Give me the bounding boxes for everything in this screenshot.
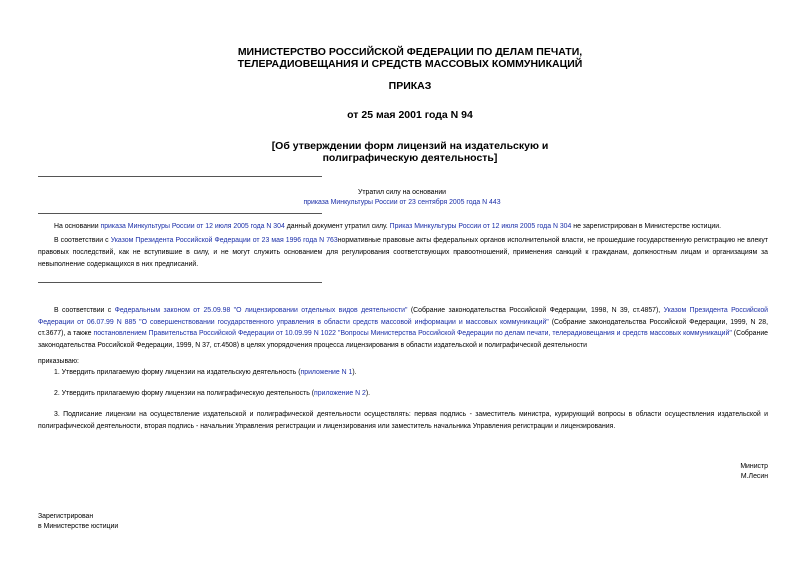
signature-position: Министр xyxy=(740,463,768,470)
decree-763-link[interactable]: Указом Президента Российской Федерации от 23 мая 1996 года N 763 xyxy=(110,237,338,244)
note-decree: В соответствии с Указом Президента Российской Федерации от 23 мая 1996 года N 763нормативные правовые акты федеральных органов исполнительной власти, не прошедшие государственную регистрацию не влекут правовых последствий, как не вступившие в силу, и не могут служить основанием для регулирования соответствующих правоотношений, применения санкций к гражданам, должностным лицам и организациям за невыполнение содержащихся в них предписаний. xyxy=(38,237,769,268)
appendix-2-link[interactable]: приложение N 2 xyxy=(314,390,366,397)
status-block xyxy=(260,188,544,208)
registration-line-2: в Министерстве юстиции xyxy=(38,523,119,530)
item-2: 2. Утвердить прилагаемую форму лицензии на полиграфическую деятельность (приложение N 2). xyxy=(54,390,371,397)
order-304-link-2[interactable]: Приказ Минкультуры России от 12 июля 2005 года N 304 xyxy=(389,223,572,230)
item-1: 1. Утвердить прилагаемую форму лицензии на издательскую деятельность (приложение N 1). xyxy=(54,369,357,376)
divider xyxy=(38,282,322,283)
ministry-line-2: ТЕЛЕРАДИОВЕЩАНИЯ И СРЕДСТВ МАССОВЫХ КОММУНИКАЦИЙ xyxy=(237,58,583,70)
divider xyxy=(38,213,322,214)
preamble-paragraph: В соответствии с Федеральным законом от 25.09.98 "О лицензировании отдельных видов деятельности" (Собрание законодательства Российской Федерации, 1998, N 39, ст.4857), Указом Президента Российской Федерации от 06.07.99 N 885 "О совершенствовании государственного управления в области средств массовой информации и массовых коммуникаций" (Собрание законодательства Российской Федерации, 1999, N 28, ст.3677), а также постановлением Правительства Российской Федерации от 10.09.99 N 1022 "Вопросы Министерства Российской Федерации по делам печати, телерадиовещания и средств массовых коммуникаций" (Собрание законодательства Российской Федерации, 1999, N 37, ст.4508) в целях упорядочения процесса лицензирования в области издательской и полиграфической деятельности xyxy=(38,307,769,349)
signature-name: М.Лесин xyxy=(740,473,768,480)
signature-block xyxy=(700,462,768,482)
order-word: приказываю: xyxy=(38,358,79,365)
doc-date-number: от 25 мая 2001 года N 94 xyxy=(347,109,473,121)
ministry-name xyxy=(120,46,700,70)
divider xyxy=(38,176,322,177)
order-304-link[interactable]: приказа Минкультуры России от 12 июля 2005 года N 304 xyxy=(100,223,285,230)
government-resolution-1022-link[interactable]: постановлением Правительства Российской Федерации от 10.09.99 N 1022 "Вопросы Министерства Российской Федерации по делам печати, телерадиовещания и средств массовых коммуникаций" xyxy=(93,330,732,337)
status-line: Утратил силу на основании xyxy=(357,189,447,196)
appendix-1-link[interactable]: приложение N 1 xyxy=(300,369,353,376)
doc-title-line-1: [Об утверждении форм лицензий на издательскую и xyxy=(271,140,549,152)
doc-title-line-2: полиграфическую деятельность] xyxy=(322,152,498,164)
registration-line-1: Зарегистрирован xyxy=(38,513,94,520)
item-3: 3. Подписание лицензии на осуществление издательской и полиграфической деятельности осуществлять: первая подпись - заместитель министра, курирующий вопросы в области осуществления издательской и полиграфической деятельности, вторая подпись - начальник Управления регистрации и лицензирования или заместитель начальника Управления регистрации и лицензирования. xyxy=(38,411,768,430)
doc-title xyxy=(120,140,700,164)
registration-block xyxy=(38,512,238,532)
federal-law-link[interactable]: Федеральным законом от 25.09.98 "О лицензировании отдельных видов деятельности" xyxy=(114,307,408,314)
doc-type: ПРИКАЗ xyxy=(388,80,432,92)
note-invalidation: На основании приказа Минкультуры России от 12 июля 2005 года N 304 данный документ утратил силу. Приказ Минкультуры России от 12 июля 2005 года N 304 не зарегистрирован в Министерстве юстиции. xyxy=(54,223,722,230)
presidential-decree-885-link[interactable]: Указом Президента Российской Федерации от 06.07.99 N 885 "О совершенствовании государственного управления в области средств массовой информации и массовых коммуникаций" xyxy=(38,307,769,326)
ministry-line-1: МИНИСТЕРСТВО РОССИЙСКОЙ ФЕДЕРАЦИИ ПО ДЕЛАМ ПЕЧАТИ, xyxy=(237,46,583,58)
status-link[interactable]: приказа Минкультуры России от 23 сентября 2005 года N 443 xyxy=(303,199,501,206)
